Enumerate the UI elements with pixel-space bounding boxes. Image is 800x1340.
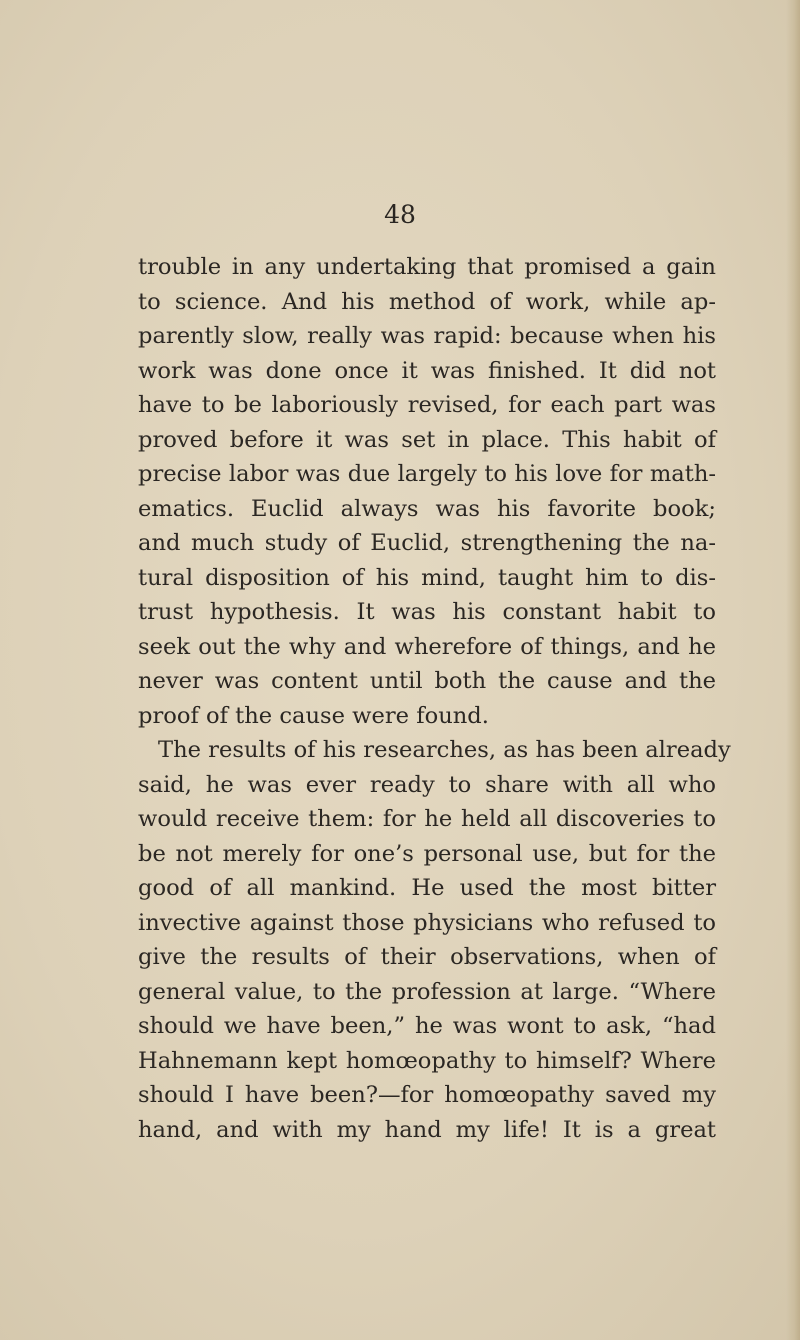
text-line: ematics. Euclid always was his favorite book;: [138, 495, 716, 522]
text-line: work was done once it was finished. It did not: [138, 357, 716, 384]
text-line: hand, and with my hand my life! It is a great: [138, 1116, 716, 1143]
text-line: to science. And his method of work, while ap-: [138, 288, 716, 315]
text-line: trust hypothesis. It was his constant habit to: [138, 599, 716, 625]
text-line: invective against those physicians who refused to: [138, 909, 716, 936]
text-line: said, he was ever ready to share with all who: [138, 771, 716, 798]
text-line: Hahnemann kept homœopathy to himself? Where: [138, 1047, 716, 1074]
text-line: precise labor was due largely to his love for math-: [138, 461, 716, 487]
text-line: have to be laboriously revised, for each part was: [138, 392, 716, 418]
text-line: seek out the why and wherefore of things, and he: [138, 633, 716, 660]
text-line-paragraph-end: proof of the cause were found.: [138, 702, 489, 729]
text-line: never was content until both the cause and the: [138, 668, 716, 694]
text-line: should we have been,” he was wont to ask, “had: [138, 1013, 716, 1039]
text-line: be not merely for one’s personal use, but for the: [138, 840, 716, 867]
text-line: and much study of Euclid, strengthening the na-: [138, 530, 716, 556]
text-line: trouble in any undertaking that promised a gain: [138, 254, 716, 280]
text-line: proved before it was set in place. This habit of: [138, 426, 716, 453]
text-line: would receive them: for he held all discoveries to: [138, 806, 716, 832]
text-line: tural disposition of his mind, taught him to dis-: [138, 564, 716, 591]
text-line: general value, to the profession at large. “Where: [138, 978, 716, 1005]
text-line-paragraph-start: The results of his researches, as has been already: [158, 737, 731, 763]
text-line: good of all mankind. He used the most bitter: [138, 875, 716, 901]
page-number: 48: [384, 200, 416, 229]
text-line: should I have been?—for homœopathy saved my: [138, 1082, 716, 1108]
text-line: parently slow, really was rapid: because when his: [138, 323, 716, 349]
text-line: give the results of their observations, when of: [138, 944, 716, 970]
body-text: [138, 250, 731, 1147]
